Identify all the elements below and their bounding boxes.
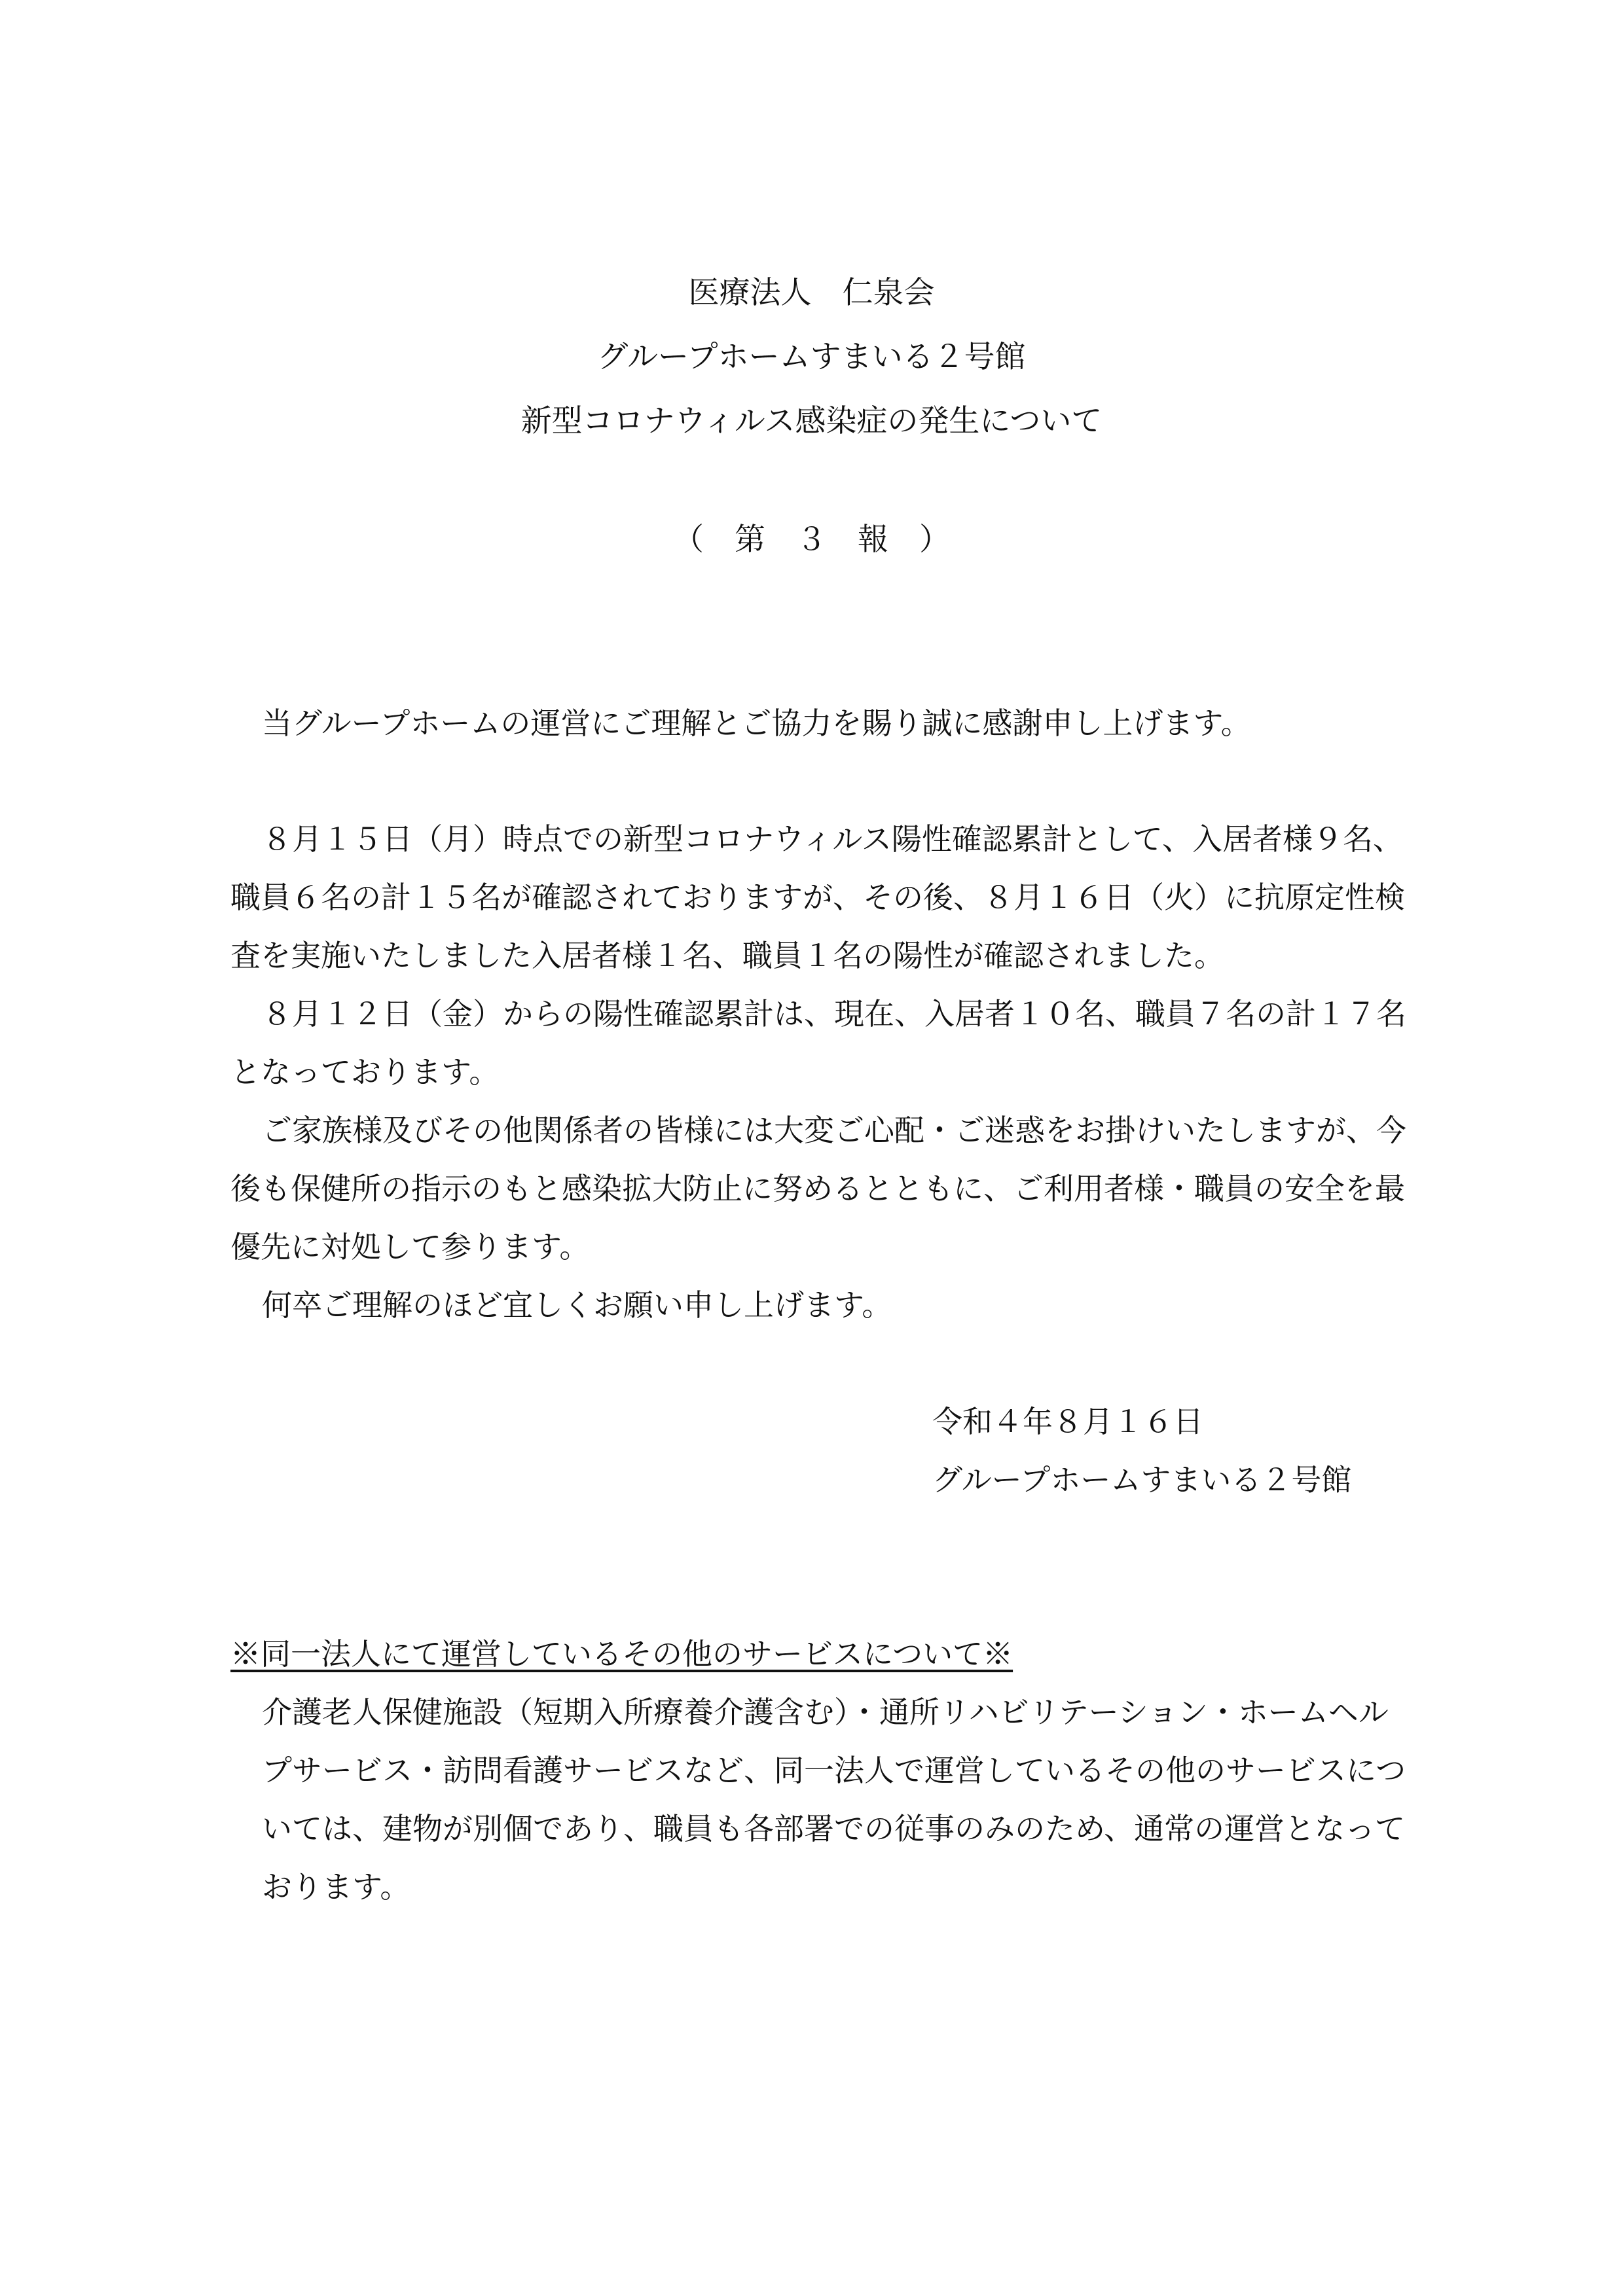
- paragraph3-line-2: 後も保健所の指示のもと感染拡大防止に努めるとともに、ご利用者様・職員の安全を最: [230, 1171, 1405, 1206]
- facility-name: グループホームすまいる２号館: [597, 339, 1026, 375]
- paragraph3-line-3: 優先に対処して参ります。: [230, 1229, 590, 1265]
- paragraph2-line-1: ８月１２日（金）からの陽性確認累計は、現在、入居者１０名、職員７名の計１７名: [262, 996, 1406, 1031]
- signature-facility: グループホームすまいる２号館: [932, 1462, 1352, 1498]
- greeting-line: 当グループホームの運営にご理解とご協力を賜り誠に感謝申し上げます。: [262, 706, 1251, 741]
- note-line-4: おります。: [262, 1869, 410, 1905]
- paragraph3-line-1: ご家族様及びその他関係者の皆様には大変ご心配・ご迷惑をお掛けいたしますが、今: [262, 1113, 1406, 1148]
- paragraph2-line-2: となっております。: [230, 1054, 500, 1090]
- paragraph1-line-3: 査を実施いたしました入居者様１名、職員１名の陽性が確認されました。: [230, 938, 1224, 973]
- signature-date: 令和４年８月１６日: [932, 1404, 1203, 1439]
- note-line-1: 介護老人保健施設（短期入所療養介護含む）・通所リハビリテーション・ホームヘル: [262, 1695, 1389, 1730]
- organization-name: 医療法人 仁泉会: [688, 275, 935, 311]
- note-line-3: いては、建物が別個であり、職員も各部署での従事のみのため、通常の運営となって: [262, 1811, 1406, 1846]
- paragraph1-line-2: 職員６名の計１５名が確認されておりますが、その後、８月１６日（火）に抗原定性検: [230, 880, 1405, 915]
- closing-line: 何卒ご理解のほど宜しくお願い申し上げます。: [262, 1287, 892, 1323]
- report-number: （ 第 ３ 報 ）: [673, 522, 950, 558]
- note-heading: ※同一法人にて運営しているその他のサービスについて※: [230, 1636, 1013, 1672]
- document-subject: 新型コロナウィルス感染症の発生について: [520, 403, 1103, 439]
- paragraph1-line-1: ８月１５日（月）時点での新型コロナウィルス陽性確認累計として、入居者様９名、: [262, 821, 1403, 857]
- note-line-2: プサービス・訪問看護サービスなど、同一法人で運営しているその他のサービスにつ: [262, 1753, 1406, 1788]
